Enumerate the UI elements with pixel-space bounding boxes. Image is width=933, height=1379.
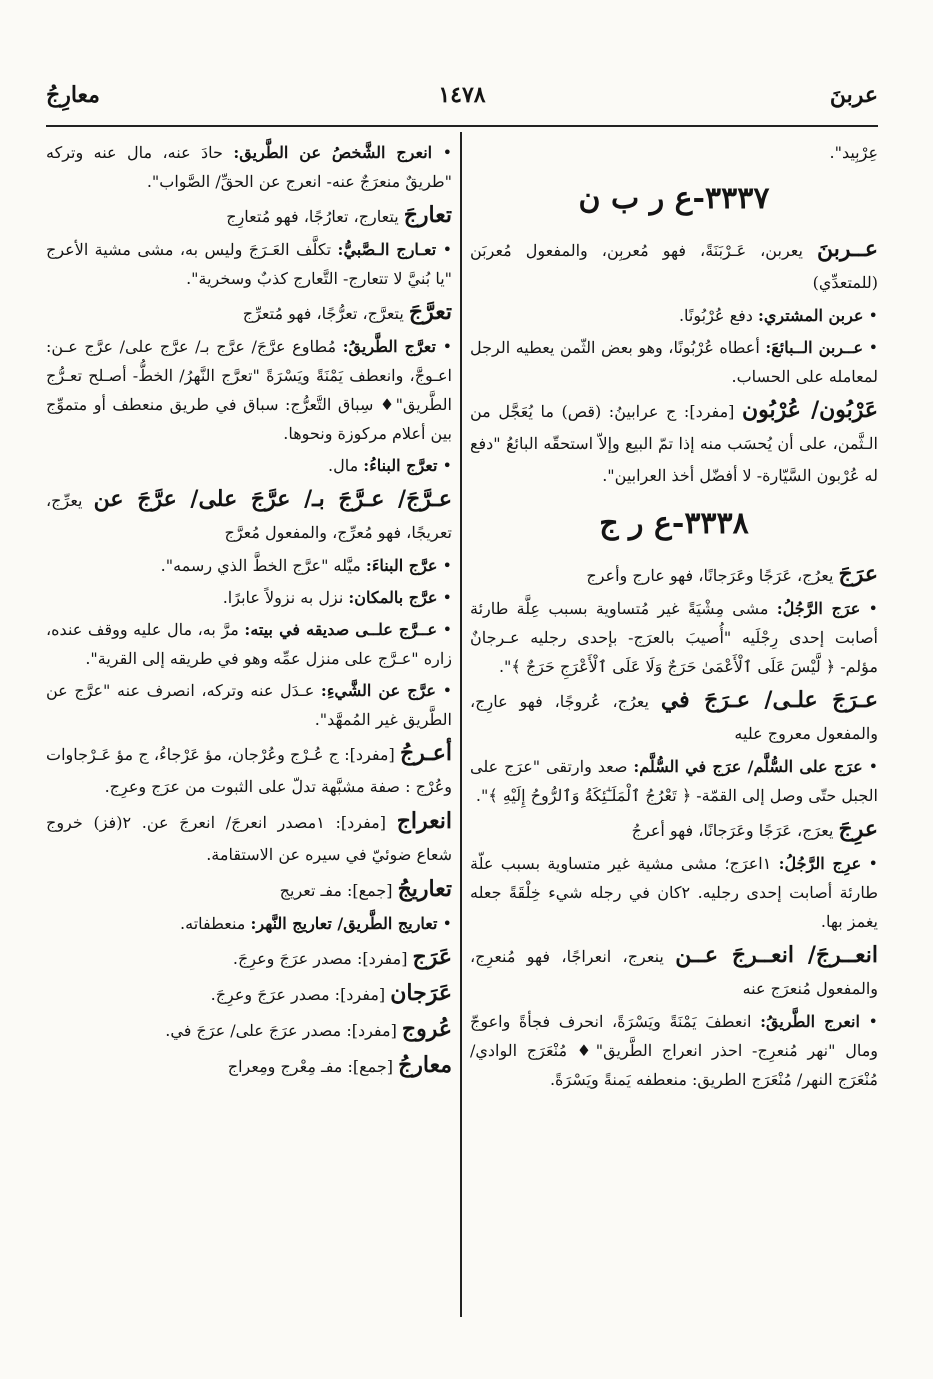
sense	[46, 676, 452, 734]
header-last-word: معارِجُ	[46, 82, 100, 108]
bullet-icon: •	[859, 1012, 878, 1031]
bullet-icon: •	[863, 306, 878, 325]
right-column	[470, 138, 878, 1097]
entry	[46, 805, 452, 871]
page-number: ١٤٧٨	[438, 82, 486, 108]
entry	[46, 199, 452, 233]
sense	[46, 332, 452, 448]
bullet-icon: •	[861, 854, 878, 873]
entry	[46, 296, 452, 330]
sense	[46, 235, 452, 293]
sense-definition: صعد وارتقى "عرَج على الجبل حتّى وصل إلى القمّة- ﴿ تَعْرُجُ ٱلْمَلَـٰٓئِكَةُ وَٱلرُّوحُ إِلَيْهِ ﴾".	[470, 757, 878, 805]
root-heading: ٣٣٣٨-ع ر ج	[599, 506, 749, 541]
bullet-icon: •	[863, 338, 879, 357]
sense-definition: أعطاه عُرْبُونًا، وهو بعض الثّمن يعطيه الرجل لمعامله على الحساب.	[470, 338, 878, 386]
entry-definition: [مفرد]: مصدر عرَجَ على/ عرَجَ في.	[165, 1021, 397, 1040]
bullet-icon: •	[435, 681, 453, 700]
headword: عَرْبُون/ عُرْبُون	[742, 397, 879, 423]
entry-definition: ينعرج، انعراجًا، فهو مُنعرِج، والمفعول مُنعرَج عنه	[470, 947, 878, 998]
entry	[46, 1013, 452, 1047]
entry	[46, 873, 452, 907]
sense-definition: منعطفاته.	[180, 914, 246, 933]
headword: انعراج	[396, 808, 453, 834]
entry-definition: يعرُج، عُروجًا، فهو عارِج، والمفعول معروج عليه	[470, 692, 878, 743]
entry-definition: [مفرد]: مصدر عرَجَ وعرِجَ.	[210, 985, 386, 1004]
headword: تعرَّجَ	[408, 299, 452, 325]
sense-phrase: تعرَّج البناءُ:	[363, 456, 438, 475]
left-column	[46, 138, 452, 1085]
headword: عـرَجَ علـى/ عـرَجَ في	[660, 687, 878, 713]
sense-definition: مال.	[328, 456, 359, 475]
sense-phrase: انعرج الطَّريقُ:	[760, 1012, 860, 1031]
headword: تعارجَ	[403, 202, 452, 228]
column-divider	[460, 132, 462, 1317]
headword: عَرَجان	[390, 980, 452, 1006]
headword: عــربنَ	[816, 236, 879, 262]
entry-definition: [جمع]: مفـ تعريج	[279, 881, 393, 900]
entry-definition: يعربن، عَـرْبَنَةً، فهو مُعربِن، والمفعول مُعربَن (للمتعدِّي)	[470, 241, 878, 292]
headword: عُروج	[401, 1016, 452, 1042]
sense	[470, 752, 878, 810]
headword: عرَجَ	[838, 561, 878, 587]
bullet-icon: •	[437, 914, 452, 933]
sense-definition: تكلَّف العَـرَجَ وليس به، مشى مشية الأعرج "يا بُنيَّ لا تتعارج- التَّعارج كذبٌ وسخرية".	[46, 240, 452, 288]
entry	[46, 977, 452, 1011]
sense	[46, 909, 452, 938]
sense-phrase: عرَّج بالمكان:	[348, 588, 438, 607]
bullet-icon: •	[862, 757, 879, 776]
sense	[470, 301, 878, 330]
entry-definition: يتعارج، تعارُجًا، فهو مُتعارِج	[226, 207, 399, 226]
bullet-icon: •	[437, 456, 452, 475]
entry-definition: [مفرد]: مصدر عرَجَ وعرِجَ.	[232, 949, 408, 968]
sense-phrase: عــرَّج علــى صديقه في بيته:	[244, 620, 437, 639]
entry	[470, 939, 878, 1005]
entry	[46, 483, 452, 549]
sense-definition: مشى مِشْيَةً غير مُتساوية بسبب عِلَّة طارئة أصابت إحدى رِجْلَيه "أُصيبَ بالعرَج- بإحدى رجليه عـرجانٌ مؤلم- ﴿ لَّيْسَ عَلَى ٱلْأَعْمَىٰ حَرَجٌ وَلَا عَلَى ٱلْأَعْرَجِ حَرَجٌ ﴾".	[470, 599, 878, 676]
entry-definition: يعرَج، عَرَجًا وعَرَجانًا، فهو أعرجُ	[631, 821, 834, 840]
sense-phrase: تعاريج الطَّريق/ تعاريج النَّهر:	[250, 914, 438, 933]
entry	[46, 941, 452, 975]
entry	[470, 813, 878, 847]
sense-definition: مرَّ به، مال عليه ووقف عنده، زاره "عـرَّج على منزل عمِّه وهو في طريقه إلى القرية".	[46, 620, 452, 668]
headword: تعاريجُ	[397, 876, 452, 902]
headword: معارجُ	[398, 1052, 452, 1078]
sense-phrase: عرَج الرَّجُلُ:	[776, 599, 861, 618]
entry	[470, 233, 878, 299]
entry-text: عِرْبِيد".	[829, 143, 878, 162]
bullet-icon: •	[432, 143, 453, 162]
entry	[470, 394, 878, 492]
sense-phrase: عربن المشتري:	[757, 306, 864, 325]
entry-definition: يتعرَّج، تعرُّجًا، فهو مُتعرِّج	[242, 304, 404, 323]
page-header	[46, 82, 878, 122]
sense-definition: مُطاوع عرَّجَ/ عرَّج بـ/ عرَّج على/ عرَّج عـن: اعـوجَّ، وانعطف يَمْنَةً ويَسْرَةً "تعرَّج النَّهرُ/ الخطُّ- أصـلح تعـرُّج الطَّريق"♦ سِباق التَّعرُّج: سباق في طريق منعطف أو متموِّج بين أعلام مركوزة ونحوها.	[46, 337, 452, 443]
bullet-icon: •	[437, 588, 452, 607]
sense	[470, 849, 878, 936]
sense-definition: ١اعرَج؛ مشى مشية غير متساوية بسبب علّة طارئة أصابت إحدى رجليه. ٢كان في رجله شيء خِلْقَةً جعله يغمز بها.	[470, 854, 878, 931]
sense	[46, 138, 452, 196]
sense-definition: حادَ عنه، مال عنه وتركه "طريقٌ منعرَجٌ عنه- انعرج عن الحقِّ/ الصَّواب".	[46, 143, 452, 191]
entry-definition: [مفرد]: ج عرابينُ: (قص) ما يُعَجَّل من الـثَّمن، على أن يُحسَب منه إذا تمّ البيع وإلاّ استحقّه البائعُ "دفع له عُرْبون السَّيّارة- لا أفضّل أخذ العرابين".	[470, 402, 878, 485]
headword: عـرَّجَ/ عـرَّجَ بـ/ عرَّجَ على/ عرَّجَ عن	[93, 486, 452, 512]
sense-phrase: عرَج على السُّلَّم/ عرَج في السُّلَّم:	[633, 757, 863, 776]
bullet-icon: •	[435, 337, 453, 356]
sense	[46, 451, 452, 480]
entry	[46, 1049, 452, 1083]
bullet-icon: •	[860, 599, 878, 618]
sense-phrase: عرَّج عن الشَّيءِ:	[320, 681, 436, 700]
sense-phrase: انعرج الشَّخصُ عن الطَّريق:	[233, 143, 433, 162]
sense-phrase: عــربن الــبائعَ:	[765, 338, 864, 357]
sense-definition: انعطفَ يَمْنَةً ويَسْرَةً، انحرف فجأةً واعوجّ ومال "نهر مُنعرِج- احذر انعراج الطَّريق"♦ مُنْعَرَج الوادي/ مُنْعَرَج النهر/ مُنْعَرَج الطريق: منعطفه يَمنةً ويَسْرَةً.	[470, 1012, 878, 1089]
bullet-icon: •	[437, 620, 453, 639]
sense	[46, 551, 452, 580]
sense-definition: ميَّله "عرَّج الخطَّ الذي رسمه".	[160, 556, 361, 575]
sense	[470, 594, 878, 681]
headword: عرِجَ	[838, 816, 878, 842]
entry-definition: يعرُج، عَرَجًا وعَرَجانًا، فهو عارج وأعرج	[586, 566, 834, 585]
sense-definition: دفع عُرْبُونًا.	[678, 306, 753, 325]
headword: انعــرجَ/ انعــرجَ عــن	[675, 942, 878, 968]
entry-definition: [مفرد]: ١مصدر انعرجَ/ انعرجَ عن. ٢(فز) خروج شعاع ضوئيّ في سيره عن الاستقامة.	[46, 813, 452, 864]
entry-definition: يعرِّج، تعريجًا، فهو مُعرِّج، والمفعول مُعرَّج	[46, 491, 452, 542]
bullet-icon: •	[437, 556, 452, 575]
headword: أعـرجُ	[399, 740, 452, 766]
bullet-icon: •	[436, 240, 453, 259]
sense-definition: نزل به نزولاً عابرًا.	[222, 588, 344, 607]
sense	[46, 615, 452, 673]
sense	[46, 583, 452, 612]
sense-phrase: عرِج الرَّجُلُ:	[778, 854, 862, 873]
entry-definition: [مفرد]: ج عُـرْج وعُرْجان، مؤ عَرْجاءُ، ج مؤ عَـرْجاوات وعُرْج : صفة مشبَّهة تدلّ على الثبوت من عرَج وعرِج.	[46, 745, 452, 796]
header-rule	[46, 125, 878, 127]
entry	[46, 737, 452, 803]
entry	[470, 558, 878, 592]
sense-phrase: عرَّج البناءَ:	[365, 556, 438, 575]
root-heading: ٣٣٣٧-ع ر ب ن	[578, 181, 770, 216]
entry-definition: [جمع]: مفـ مِعْرج ومِعراج	[227, 1057, 393, 1076]
header-first-word: عربنَ	[829, 82, 878, 108]
headword: عَرَج	[412, 944, 452, 970]
sense	[470, 1007, 878, 1094]
sense-definition: عـدَل عنه وتركه، انصرف عنه "عرَّج عن الطَّريق غير المُمهَّد".	[46, 681, 452, 729]
entry	[470, 684, 878, 750]
sense	[470, 333, 878, 391]
sense-phrase: تعرَّج الطَّريقُ:	[342, 337, 436, 356]
sense-phrase: تعـارج الـصَّبيُّ:	[337, 240, 437, 259]
